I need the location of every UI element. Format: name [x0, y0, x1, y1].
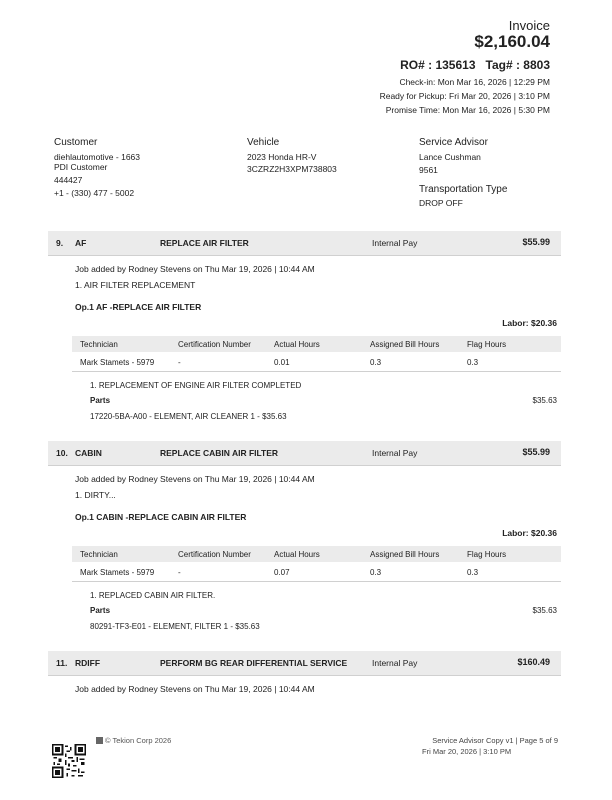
tag-number: Tag# : 8803: [485, 58, 550, 72]
customer-name: diehlautomotive - 1663: [54, 152, 141, 162]
copyright: © Tekion Corp 2026: [96, 736, 171, 745]
tech-cert: -: [178, 358, 181, 367]
parts-amount: $35.63: [532, 606, 557, 615]
divider: [48, 465, 561, 466]
tech-name: Mark Stamets - 5979: [80, 568, 155, 577]
tech-actual: 0.07: [274, 568, 290, 577]
vehicle-heading: Vehicle: [247, 137, 280, 148]
transport-type: DROP OFF: [419, 198, 463, 208]
customer-id: 444427: [54, 175, 83, 185]
parts-label: Parts: [90, 606, 111, 615]
col-actual: Actual Hours: [274, 340, 320, 349]
job-added-by: Job added by Rodney Stevens on Thu Mar 19, 2026 | 10:44 AM: [75, 474, 315, 484]
job-pay-type: Internal Pay: [372, 448, 418, 458]
job-header-band: [48, 231, 561, 255]
part-line: 80291-TF3-E01 - ELEMENT, FILTER 1 - $35.63: [90, 622, 260, 631]
job-amount: $160.49: [517, 657, 550, 667]
job-number: 11.: [56, 658, 68, 668]
invoice-label: Invoice: [508, 18, 550, 33]
job-labor: Labor: $20.36: [502, 318, 557, 328]
job-labor: Labor: $20.36: [502, 528, 557, 538]
job-number: 9.: [56, 238, 64, 248]
tech-flag: 0.3: [467, 568, 479, 577]
advisor-heading: Service Advisor: [419, 137, 488, 148]
tech-assigned: 0.3: [370, 568, 382, 577]
invoice-total: $2,160.04: [474, 32, 550, 51]
parts-label: Parts: [90, 396, 111, 405]
tekion-logo-icon: [96, 737, 103, 744]
job-header-band: [48, 441, 561, 465]
customer-phone: +1 - (330) 477 - 5002: [54, 188, 135, 198]
divider: [72, 581, 561, 582]
part-line: 17220-5BA-A00 - ELEMENT, AIR CLEANER 1 - $35.63: [90, 412, 287, 421]
col-actual: Actual Hours: [274, 550, 320, 559]
customer-type: PDI Customer: [54, 162, 108, 172]
parts-amount: $35.63: [532, 396, 557, 405]
job-concern: 1. AIR FILTER REPLACEMENT: [75, 280, 196, 290]
job-added-by: Job added by Rodney Stevens on Thu Mar 19, 2026 | 10:44 AM: [75, 684, 315, 694]
advisor-id: 9561: [419, 165, 438, 175]
job-operation: Op.1 AF -REPLACE AIR FILTER: [75, 302, 202, 312]
col-technician: Technician: [80, 340, 118, 349]
vehicle-model: 2023 Honda HR-V: [247, 152, 317, 162]
job-title: REPLACE AIR FILTER: [160, 238, 249, 248]
col-flag: Flag Hours: [467, 340, 507, 349]
customer-heading: Customer: [54, 137, 98, 148]
vehicle-vin: 3CZRZ2H3XPM738803: [247, 164, 337, 174]
tech-cert: -: [178, 568, 181, 577]
tech-assigned: 0.3: [370, 358, 382, 367]
col-assigned: Assigned Bill Hours: [370, 340, 440, 349]
job-operation: Op.1 CABIN -REPLACE CABIN AIR FILTER: [75, 512, 247, 522]
job-code: AF: [75, 238, 87, 248]
qr-code: [52, 744, 86, 778]
ready-time: Ready for Pickup: Fri Mar 20, 2026 | 3:10 PM: [379, 91, 550, 101]
job-title: PERFORM BG REAR DIFFERENTIAL SERVICE: [160, 658, 348, 668]
job-pay-type: Internal Pay: [372, 658, 418, 668]
job-code: RDIFF: [75, 658, 101, 668]
job-correction: 1. REPLACEMENT OF ENGINE AIR FILTER COMPLETED: [90, 381, 302, 390]
job-amount: $55.99: [522, 447, 550, 457]
divider: [48, 255, 561, 256]
job-correction: 1. REPLACED CABIN AIR FILTER.: [90, 591, 216, 600]
job-pay-type: Internal Pay: [372, 238, 418, 248]
ro-tag-line: [400, 58, 550, 72]
col-assigned: Assigned Bill Hours: [370, 550, 440, 559]
divider: [72, 371, 561, 372]
checkin-time: Check-in: Mon Mar 16, 2026 | 12:29 PM: [399, 77, 550, 87]
tech-name: Mark Stamets - 5979: [80, 358, 155, 367]
col-flag: Flag Hours: [467, 550, 507, 559]
job-amount: $55.99: [522, 237, 550, 247]
col-cert: Certification Number: [178, 340, 251, 349]
promise-time: Promise Time: Mon Mar 16, 2026 | 5:30 PM: [385, 105, 550, 115]
job-number: 10.: [56, 448, 68, 458]
col-technician: Technician: [80, 550, 118, 559]
job-added-by: Job added by Rodney Stevens on Thu Mar 19, 2026 | 10:44 AM: [75, 264, 315, 274]
job-code: CABIN: [75, 448, 102, 458]
job-concern: 1. DIRTY...: [75, 490, 116, 500]
page-copy-info: Service Advisor Copy v1 | Page 5 of 9: [432, 736, 558, 745]
advisor-name: Lance Cushman: [419, 152, 481, 162]
divider: [48, 675, 561, 676]
ro-number: RO# : 135613: [400, 58, 476, 72]
print-date: Fri Mar 20, 2026 | 3:10 PM: [422, 747, 512, 756]
job-title: REPLACE CABIN AIR FILTER: [160, 448, 279, 458]
col-cert: Certification Number: [178, 550, 251, 559]
tech-flag: 0.3: [467, 358, 479, 367]
tech-actual: 0.01: [274, 358, 290, 367]
transport-heading: Transportation Type: [419, 184, 508, 195]
